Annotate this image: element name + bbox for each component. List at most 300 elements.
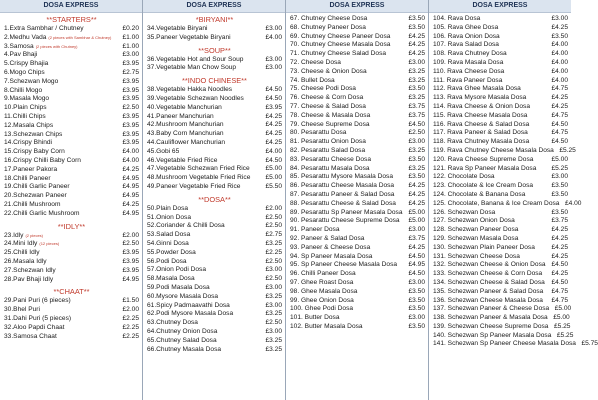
item-label: 56.Podi Dosa xyxy=(147,257,187,265)
menu-item xyxy=(290,77,425,86)
menu-item xyxy=(290,323,425,332)
item-label: 138. Schezwan Paneer & Masala Dosa xyxy=(433,314,548,322)
item-label: 6.Mogo Chips xyxy=(4,68,45,76)
menu-item xyxy=(147,249,282,258)
menu-item xyxy=(147,34,282,43)
item-price: £4.00 xyxy=(551,41,568,49)
item-name xyxy=(290,279,403,288)
menu-item xyxy=(4,95,139,104)
item-name xyxy=(290,217,403,226)
item-price: £4.50 xyxy=(265,94,282,102)
item-price: £2.50 xyxy=(122,104,139,112)
item-name xyxy=(147,25,260,34)
menu-item xyxy=(147,148,282,157)
item-name xyxy=(4,276,117,285)
item-name xyxy=(433,244,546,253)
item-name xyxy=(290,253,403,262)
item-price: £4.50 xyxy=(408,120,425,128)
item-label: 32.Aloo Papdi Chaat xyxy=(4,323,65,331)
item-name xyxy=(147,328,260,337)
item-name xyxy=(4,122,117,131)
item-label: 125. Chocolate, Banana & Ice Cream Dosa xyxy=(433,199,560,207)
menu-item xyxy=(147,64,282,73)
item-price: £4.50 xyxy=(265,86,282,94)
item-label: 28.Pav Bhaji Idly xyxy=(4,275,54,283)
menu-item xyxy=(433,288,568,297)
menu-item xyxy=(290,59,425,68)
menu-item xyxy=(147,284,282,293)
item-name xyxy=(290,138,403,147)
item-label: 35.Paneer Vegetable Biryani xyxy=(147,33,231,41)
menu-item xyxy=(4,249,139,258)
menu-item xyxy=(290,165,425,174)
item-label: 81. Pesarattu Onion Dosa xyxy=(290,138,366,146)
item-price: £4.95 xyxy=(122,174,139,182)
item-label: 59.Podi Masala Dosa xyxy=(147,283,210,291)
item-price: £2.00 xyxy=(122,306,139,314)
item-name xyxy=(4,139,117,148)
item-name xyxy=(433,59,546,68)
item-price: £4.25 xyxy=(265,112,282,120)
item-label: 53.Salad Dosa xyxy=(147,231,191,239)
item-price: £4.25 xyxy=(551,23,568,31)
item-label: 37.Vegetable Man Chow Soup xyxy=(147,64,237,72)
item-label: 60.Mysore Masala Dosa xyxy=(147,292,219,300)
item-label: 45.Gobi 65 xyxy=(147,147,180,155)
item-name xyxy=(290,244,403,253)
item-label: 51.Onion Dosa xyxy=(147,213,191,221)
menu-item xyxy=(4,131,139,140)
item-price: £3.75 xyxy=(408,234,425,242)
item-label: 16.Crispy Chilli Baby Corn xyxy=(4,156,81,164)
item-name xyxy=(433,182,546,191)
item-label: 137. Schezwan Paneer & Cheese Dosa xyxy=(433,305,550,313)
item-name xyxy=(147,183,260,192)
item-price: £3.50 xyxy=(408,173,425,181)
item-note: (2 pieces with Chutney) xyxy=(35,43,78,49)
brand-header: DOSA EXPRESS xyxy=(429,0,571,13)
item-label: 31.Dahi Puri (5 pieces) xyxy=(4,314,72,322)
menu-item xyxy=(433,182,568,191)
menu-item xyxy=(290,209,425,218)
item-label: 43.Baby Corn Manchurian xyxy=(147,130,224,138)
item-name xyxy=(147,113,260,122)
item-price: £4.75 xyxy=(551,296,568,304)
item-price: £3.50 xyxy=(408,23,425,31)
item-label: 4.Pav Bhaji xyxy=(4,51,38,59)
item-price: £3.95 xyxy=(122,60,139,68)
item-price: £3.25 xyxy=(265,336,282,344)
menu-item xyxy=(4,43,139,52)
item-label: 113. Rava Mysore Masala Dosa xyxy=(433,94,527,102)
item-name xyxy=(147,86,260,95)
item-name xyxy=(4,166,117,175)
item-price: £3.75 xyxy=(551,217,568,225)
item-label: 47.Vegetable Schezwan Fried Rice xyxy=(147,165,250,173)
item-label: 83. Pesarattu Cheese Dosa xyxy=(290,155,372,163)
item-price: £5.50 xyxy=(265,182,282,190)
item-label: 112. Rava Ghee Masala Dosa xyxy=(433,85,521,93)
item-price: £3.25 xyxy=(265,239,282,247)
item-price: £3.00 xyxy=(408,226,425,234)
item-price: £4.75 xyxy=(551,129,568,137)
item-label: 108. Rava Chutney Dosa xyxy=(433,50,507,58)
item-label: 79. Cheese Supreme Dosa xyxy=(290,120,370,128)
item-label: 78. Cheese & Masala Dosa xyxy=(290,111,371,119)
item-name xyxy=(4,306,117,315)
item-label: 82. Pesarattu Salad Dosa xyxy=(290,146,366,154)
item-label: 68. Chutney Paneer Dosa xyxy=(290,23,366,31)
item-name xyxy=(147,174,260,183)
item-name xyxy=(433,173,546,182)
item-name xyxy=(4,95,117,104)
section-heading: **DOSA** xyxy=(198,194,231,204)
item-label: 69. Chutney Cheese Paneer Dosa xyxy=(290,32,391,40)
menu-item xyxy=(147,56,282,65)
item-name xyxy=(147,157,260,166)
item-name xyxy=(433,103,546,112)
item-price: £3.00 xyxy=(408,314,425,322)
item-price: £3.50 xyxy=(408,296,425,304)
section-heading: **STARTERS** xyxy=(46,15,97,24)
item-label: 67. Chutney Cheese Dosa xyxy=(290,15,368,22)
item-price: £3.50 xyxy=(408,85,425,93)
menu-item xyxy=(433,68,568,77)
item-price: £3.50 xyxy=(408,155,425,163)
item-price: £4.25 xyxy=(265,130,282,138)
menu-item xyxy=(433,15,568,24)
item-name xyxy=(147,266,260,275)
menu-item xyxy=(433,146,576,156)
menu-item xyxy=(4,232,139,241)
item-price: £4.25 xyxy=(408,182,425,190)
item-price: £3.50 xyxy=(408,305,425,313)
item-label: 104. Rava Dosa xyxy=(433,15,481,22)
item-label: 18.Chilli Paneer xyxy=(4,174,51,182)
menu-item xyxy=(290,305,425,314)
item-name xyxy=(147,302,260,311)
item-price: £4.75 xyxy=(551,287,568,295)
item-price: £2.25 xyxy=(265,248,282,256)
item-label: 120. Rava Cheese Supreme Dosa xyxy=(433,155,534,163)
item-name xyxy=(290,261,403,270)
item-name xyxy=(290,182,403,191)
item-name xyxy=(147,284,260,293)
item-name xyxy=(4,192,117,201)
item-price: £4.25 xyxy=(408,50,425,58)
item-label: 74. Bullet Dosa xyxy=(290,76,335,84)
item-price: £4.00 xyxy=(122,148,139,156)
item-price: £4.25 xyxy=(408,32,425,40)
item-name xyxy=(433,288,546,297)
item-price: £3.95 xyxy=(122,95,139,103)
item-name xyxy=(4,43,117,52)
menu-item xyxy=(433,235,568,244)
menu-item xyxy=(290,244,425,253)
item-label: 12.Masala Chips xyxy=(4,121,54,129)
menu-item xyxy=(147,337,282,346)
item-price: £2.50 xyxy=(408,129,425,137)
item-label: 90. Pesarattu Cheese Supreme Dosa xyxy=(290,217,400,225)
item-name xyxy=(433,24,546,33)
menu-item xyxy=(290,50,425,59)
item-price: £1.50 xyxy=(122,297,139,305)
menu-item xyxy=(147,86,282,95)
item-name xyxy=(433,253,546,262)
item-price: £3.00 xyxy=(408,58,425,66)
item-label: 80. Pesarattu Dosa xyxy=(290,129,347,137)
item-price: £4.50 xyxy=(551,261,568,269)
menu-item xyxy=(4,192,139,201)
menu-item xyxy=(4,69,139,78)
item-price: £2.50 xyxy=(122,240,139,248)
menu-item xyxy=(290,24,425,33)
menu-item xyxy=(290,121,425,130)
item-price: £3.25 xyxy=(408,67,425,75)
item-price: £3.95 xyxy=(122,112,139,120)
menu-item xyxy=(290,235,425,244)
item-name xyxy=(147,214,260,223)
item-label: 61.Spicy Padmaavathi Dosa xyxy=(147,301,230,309)
item-label: 57.Onion Podi Dosa xyxy=(147,266,207,274)
menu-item xyxy=(290,33,425,42)
item-name xyxy=(290,68,403,77)
item-price: £2.50 xyxy=(265,319,282,327)
item-name xyxy=(433,50,546,59)
item-price: £3.95 xyxy=(122,86,139,94)
item-price: £4.75 xyxy=(551,111,568,119)
item-label: 136. Schezwan Cheese Masala Dosa xyxy=(433,296,543,304)
item-label: 39.Vegetable Schezwan Noodles xyxy=(147,94,244,102)
item-price: £5.25 xyxy=(559,146,576,154)
item-price: £5.00 xyxy=(551,155,568,163)
item-price: £3.25 xyxy=(408,146,425,154)
menu-item xyxy=(433,24,568,33)
item-name xyxy=(4,324,117,333)
item-name xyxy=(4,249,117,258)
item-price: £5.00 xyxy=(408,217,425,225)
item-label: 106. Rava Onion Dosa xyxy=(433,32,500,40)
menu-item xyxy=(433,226,568,235)
item-label: 13.Schezwan Chips xyxy=(4,130,63,138)
item-name xyxy=(4,131,117,140)
item-name xyxy=(4,183,117,192)
item-price: £5.25 xyxy=(551,164,568,172)
menu-item xyxy=(433,244,568,253)
menu-item xyxy=(290,138,425,147)
menu-item xyxy=(290,182,425,191)
menu-item xyxy=(4,104,139,113)
menu-item xyxy=(433,322,571,332)
item-name xyxy=(433,270,546,279)
item-price: £4.25 xyxy=(551,252,568,260)
item-price: £3.00 xyxy=(265,25,282,32)
item-label: 126. Schezwan Dosa xyxy=(433,208,496,216)
item-price: £4.50 xyxy=(408,270,425,278)
menu-item xyxy=(290,68,425,77)
item-price: £4.25 xyxy=(551,243,568,251)
item-price: £3.00 xyxy=(265,283,282,291)
item-name xyxy=(147,231,260,240)
item-name xyxy=(290,121,403,130)
item-name xyxy=(4,157,117,166)
item-price: £3.25 xyxy=(408,76,425,84)
item-label: 20.Schezwan Paneer xyxy=(4,192,67,200)
section-heading: **CHAAT** xyxy=(53,287,90,297)
item-label: 76. Cheese & Corn Dosa xyxy=(290,94,364,102)
item-label: 19.Chilli Garlic Paneer xyxy=(4,183,70,191)
item-price: £3.50 xyxy=(551,190,568,198)
menu-item xyxy=(433,77,568,86)
item-name xyxy=(290,103,403,112)
item-price: £3.25 xyxy=(408,164,425,172)
menu-item xyxy=(147,214,282,223)
menu-item xyxy=(433,270,568,279)
item-label: 89. Pesarattu Sp Paneer Masala Dosa xyxy=(290,208,403,216)
item-name xyxy=(433,156,546,165)
menu-item xyxy=(433,138,568,147)
menu-item xyxy=(290,41,425,50)
item-price: £4.25 xyxy=(551,102,568,110)
item-price: £4.25 xyxy=(408,190,425,198)
menu-item xyxy=(4,148,139,157)
item-price: £3.00 xyxy=(265,327,282,335)
menu-item xyxy=(290,129,425,138)
item-label: 3.Samosa xyxy=(4,42,34,50)
item-name xyxy=(290,226,403,235)
menu-item xyxy=(147,266,282,275)
item-price: £4.00 xyxy=(564,199,582,207)
item-name xyxy=(4,148,117,157)
section-heading: **INDO CHINESE** xyxy=(182,76,247,86)
item-label: 93. Paneer & Cheese Dosa xyxy=(290,243,371,251)
item-label: 128. Schezwan Paneer Dosa xyxy=(433,226,519,234)
item-label: 129. Schezwan Masala Dosa xyxy=(433,234,519,242)
menu-item xyxy=(147,275,282,284)
menu-item xyxy=(290,85,425,94)
menu-item xyxy=(290,147,425,156)
item-price: £2.25 xyxy=(122,323,139,331)
menu-item xyxy=(4,139,139,148)
menu-item xyxy=(147,205,282,214)
item-label: 131. Schezwan Cheese Dosa xyxy=(433,252,520,260)
item-price: £2.50 xyxy=(265,222,282,230)
item-name xyxy=(147,319,260,328)
item-label: 2.Medhu Vada xyxy=(4,33,47,41)
item-label: 42.Mushroom Manchurian xyxy=(147,121,224,129)
item-label: 9.Masala Mogo xyxy=(4,95,50,103)
item-label: 130. Schezwan Plain Paneer Dosa xyxy=(433,243,535,251)
item-name xyxy=(147,222,260,231)
menu-item xyxy=(433,191,568,200)
menu-column-2 xyxy=(143,0,285,400)
item-label: 96. Chilli Paneer Dosa xyxy=(290,270,356,278)
item-name xyxy=(4,175,117,184)
item-name xyxy=(433,332,551,341)
menu-item xyxy=(290,173,425,182)
menu-item xyxy=(147,293,282,302)
item-name xyxy=(433,209,546,218)
item-label: 73. Cheese & Onion Dosa xyxy=(290,67,367,75)
item-price: £3.95 xyxy=(122,266,139,274)
menu-item xyxy=(4,183,139,192)
item-price: £4.25 xyxy=(551,226,568,234)
menu-item xyxy=(290,217,425,226)
item-price: £3.95 xyxy=(122,139,139,147)
section-heading: *BIRYANI** xyxy=(195,15,234,24)
menu-item xyxy=(433,279,568,288)
menu-item xyxy=(290,279,425,288)
item-label: 24.Mini Idly xyxy=(4,240,38,248)
item-label: 124. Chocolate & Banana Dosa xyxy=(433,190,526,198)
menu-item xyxy=(147,346,282,355)
item-name xyxy=(433,297,546,306)
item-name xyxy=(290,112,403,121)
item-price: £4.50 xyxy=(408,252,425,260)
item-price: £4.50 xyxy=(551,278,568,286)
item-name xyxy=(290,59,403,68)
item-price: £3.00 xyxy=(122,51,139,59)
item-label: 46.Vegetable Fried Rice xyxy=(147,156,218,164)
item-price: £4.95 xyxy=(122,183,139,191)
item-label: 7.Schezwan Mogo xyxy=(4,77,59,85)
item-name xyxy=(290,33,403,42)
item-price: £4.95 xyxy=(122,192,139,200)
item-price: £2.25 xyxy=(122,332,139,340)
item-name xyxy=(433,235,546,244)
item-price: £4.75 xyxy=(551,85,568,93)
item-name xyxy=(147,310,260,319)
menu-item xyxy=(433,85,568,94)
menu-item xyxy=(4,258,139,267)
item-price: £3.75 xyxy=(408,102,425,110)
menu-item xyxy=(290,112,425,121)
item-label: 44.Cauliflower Manchurian xyxy=(147,138,226,146)
item-name xyxy=(4,232,117,241)
item-label: 65.Chutney Salad Dosa xyxy=(147,336,217,344)
menu-item xyxy=(147,113,282,122)
item-label: 66.Chutney Masala Dosa xyxy=(147,345,222,353)
item-name xyxy=(147,240,260,249)
item-price: £3.95 xyxy=(122,130,139,138)
item-price: £3.50 xyxy=(408,15,425,22)
item-label: 38.Vegetable Hakka Noodles xyxy=(147,86,233,94)
item-price: £3.00 xyxy=(265,55,282,63)
item-name xyxy=(290,191,403,200)
item-label: 91. Paneer Dosa xyxy=(290,226,340,234)
menu-item xyxy=(4,78,139,87)
item-label: 72. Cheese Dosa xyxy=(290,58,341,66)
menu-item xyxy=(147,231,282,240)
item-label: 84. Pesarattu Masala Dosa xyxy=(290,164,370,172)
item-label: 36.Vegetable Hot and Sour Soup xyxy=(147,55,244,63)
item-price: £5.00 xyxy=(265,174,282,182)
item-name xyxy=(290,147,403,156)
item-price: £4.25 xyxy=(265,121,282,129)
item-label: 100. Ghee Podi Dosa xyxy=(290,305,354,313)
item-label: 114. Rava Cheese & Onion Dosa xyxy=(433,102,531,110)
item-label: 110. Rava Cheese Dosa xyxy=(433,67,505,75)
item-label: 87. Pesarattu Paneer & Salad Dosa xyxy=(290,190,395,198)
menu-item xyxy=(4,267,139,276)
item-name xyxy=(290,165,403,174)
item-name xyxy=(290,129,403,138)
menu-column-1 xyxy=(0,0,142,400)
item-name xyxy=(147,139,260,148)
item-label: 49.Paneer Vegetable Fried Rice xyxy=(147,182,241,190)
item-name xyxy=(147,165,260,174)
menu-item xyxy=(433,121,568,130)
